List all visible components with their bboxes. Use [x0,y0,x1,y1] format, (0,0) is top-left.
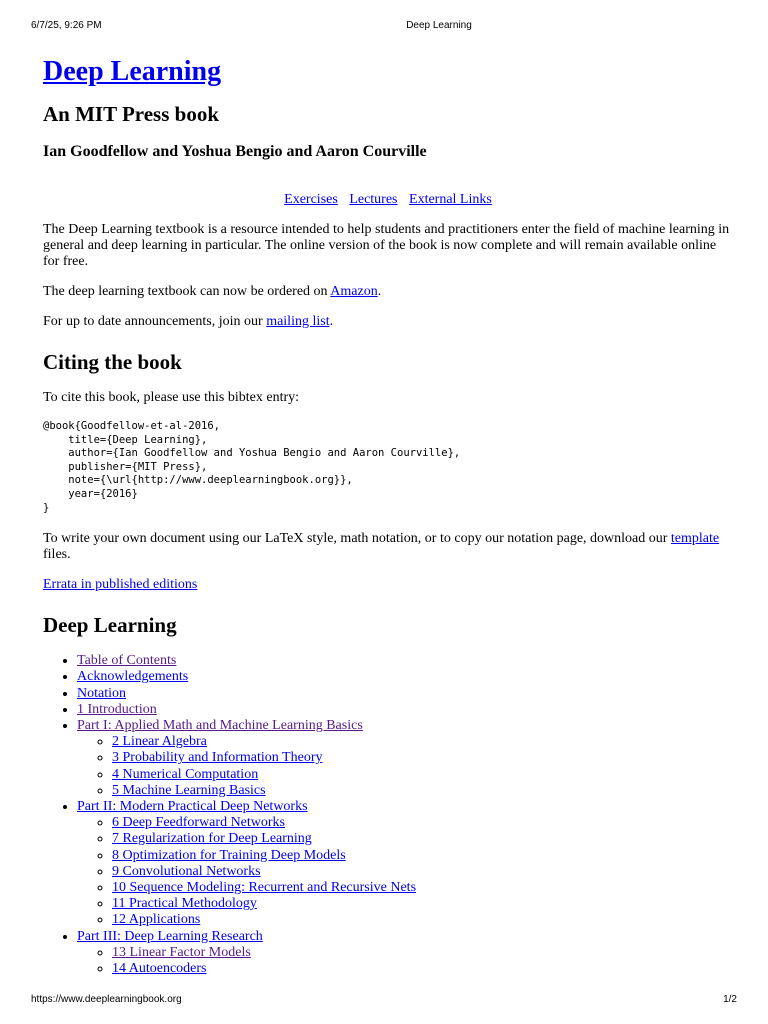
latex-paragraph [43,531,733,563]
toc-item [77,929,733,978]
toc-subitem [112,783,733,799]
announce-end: . [329,314,334,329]
mailing-list-link[interactable]: mailing list [266,314,330,329]
toc-item [77,686,733,702]
errata-link[interactable]: Errata in published editions [43,577,198,593]
citing-heading: Citing the book [43,350,182,374]
toc-sublink[interactable]: 12 Applications [112,912,201,928]
toc-sublink[interactable]: 2 Linear Algebra [112,734,207,750]
book-subtitle: An MIT Press book [43,102,220,126]
toc-link[interactable]: Part II: Modern Practical Deep Networks [77,798,308,814]
order-paragraph [43,284,733,300]
toc-subitem [112,734,733,750]
citing-intro: To cite this book, please use this bibtex entry: [43,390,300,405]
latex-end: files. [43,547,71,563]
toc-item [77,718,733,799]
toc-sublink[interactable]: 10 Sequence Modeling: Recurrent and Recursive Nets [112,880,417,895]
toc-item [77,799,733,929]
latex-text: To write your own document using our LaTeX style, math notation, or to copy our notation page, download our [43,531,671,547]
toc-item [77,653,733,669]
site-title-link[interactable]: Deep Learning [43,56,222,87]
toc-subitem [112,864,733,880]
print-page-number: 1/2 [723,994,737,1005]
toc-sublist [77,945,733,977]
toc-item [77,702,733,718]
toc-subitem [112,880,733,896]
toc-link[interactable]: Table of Contents [77,653,177,669]
nav-exercises-link[interactable]: Exercises [284,192,338,207]
toc-sublist [77,815,733,928]
toc-item [77,669,733,685]
toc-sublink[interactable]: 8 Optimization for Training Deep Models [112,847,346,863]
toc-sublink[interactable]: 4 Numerical Computation [112,766,259,782]
toc-heading: Deep Learning [43,613,177,638]
print-footer [0,994,768,1008]
order-text: The deep learning textbook can now be ordered on [43,284,331,299]
print-datetime: 6/7/25, 9:26 PM [31,20,102,31]
template-link[interactable]: template [670,531,720,547]
site-title [43,52,733,92]
toc-subitem [112,961,733,977]
print-header [0,20,768,34]
toc-link[interactable]: Part I: Applied Math and Machine Learning Basics [77,717,363,733]
toc-subitem [112,848,733,864]
toc-sublink[interactable]: 11 Practical Methodology [112,896,257,912]
toc-sublink[interactable]: 7 Regularization for Deep Learning [112,831,312,847]
intro-paragraph: The Deep Learning textbook is a resource intended to help students and practitioners enter the field of machine learning in general and deep learning in particular. The online version of the book is now complete and will remain available online for free. [43,222,730,269]
toc-subitem [112,831,733,847]
announce-text: For up to date announcements, join our [43,314,267,329]
toc-subitem [112,945,733,961]
nav-external-links-link[interactable]: External Links [409,192,492,207]
toc-link[interactable]: Notation [77,685,126,701]
toc-sublink[interactable]: 3 Probability and Information Theory [112,750,323,766]
print-url: https://www.deeplearningbook.org [31,994,182,1005]
toc-subitem [112,912,733,928]
nav-links [43,190,733,210]
toc-subitem [112,767,733,783]
toc-sublink[interactable]: 6 Deep Feedforward Networks [112,815,285,831]
toc-sublink[interactable]: 14 Autoencoders [112,961,207,977]
toc-subitem [112,750,733,766]
amazon-link[interactable]: Amazon [330,284,378,299]
errata-paragraph [43,577,733,593]
toc-link[interactable]: Part III: Deep Learning Research [77,928,263,944]
nav-lectures-link[interactable]: Lectures [349,192,398,207]
toc-subitem [112,815,733,831]
toc-list [43,653,733,977]
bibtex-entry: @book{Goodfellow-et-al-2016, title={Deep Learning}, author={Ian Goodfellow and Yoshua Bengio and Aaron Courville}, publisher={MIT Press}, note={\url{http://www.deeplearningbook.org}}, year={2016} } [43,420,461,514]
order-end: . [377,284,382,299]
page-content [43,52,733,977]
toc-sublink[interactable]: 13 Linear Factor Models [112,944,251,960]
toc-link[interactable]: 1 Introduction [77,701,157,717]
toc-link[interactable]: Acknowledgements [77,669,189,685]
print-title: Deep Learning [406,20,472,31]
toc-sublink[interactable]: 9 Convolutional Networks [112,863,261,879]
announce-paragraph [43,314,733,330]
toc-sublink[interactable]: 5 Machine Learning Basics [112,782,266,798]
book-authors: Ian Goodfellow and Yoshua Bengio and Aaron Courville [43,143,427,160]
toc-sublist [77,734,733,799]
toc-subitem [112,896,733,912]
